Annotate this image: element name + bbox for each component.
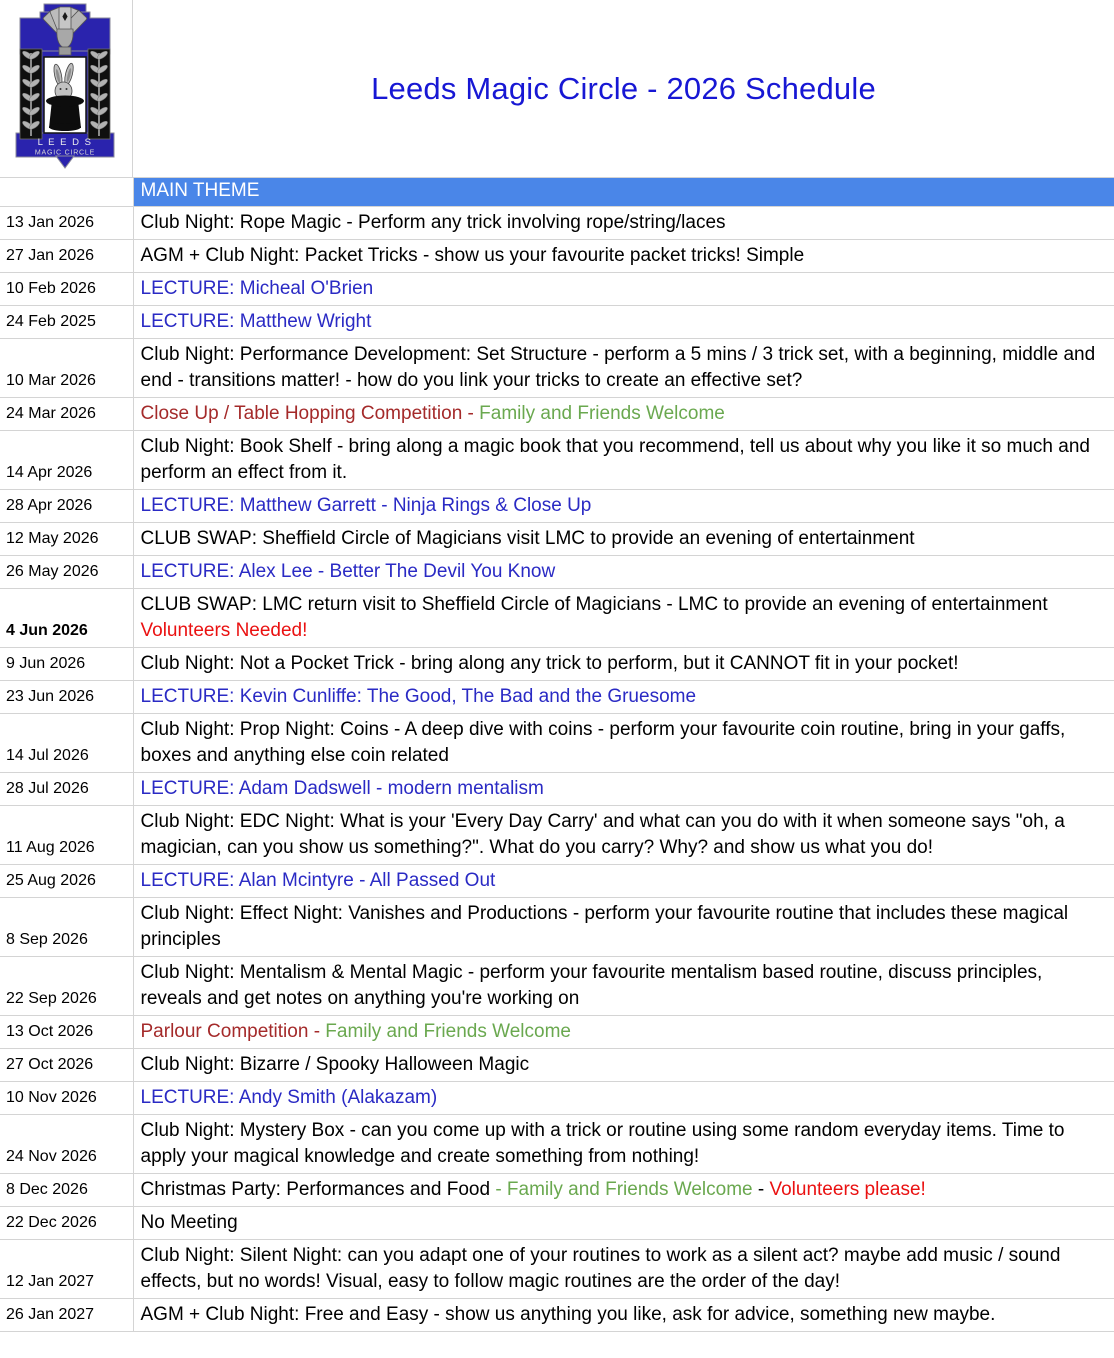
event-cell[interactable] (133, 1207, 1114, 1240)
table-row (0, 431, 1114, 490)
event-text-segment: Close Up / Table Hopping Competition - (140, 403, 480, 424)
event-text-segment: Club Night: Not a Pocket Trick - bring along any trick to perform, but it CANNOT fit in your pocket! (140, 653, 959, 674)
table-row (0, 589, 1114, 648)
schedule-rows (0, 207, 1114, 1332)
magician-hand-icon (57, 29, 73, 55)
event-text-segment: Club Night: Performance Development: Set Structure - perform a 5 mins / 3 trick set, with a beginning, middle and end - transitions matter! - how do you link your tricks to create an effective set? (140, 344, 1096, 391)
event-cell[interactable] (133, 1240, 1114, 1299)
event-text-segment: No Meeting (140, 1212, 238, 1233)
event-cell[interactable] (133, 339, 1114, 398)
table-row (0, 398, 1114, 431)
event-text-segment: Family and Friends Welcome (479, 403, 725, 424)
table-row (0, 273, 1114, 306)
table-row (0, 898, 1114, 957)
date-cell[interactable]: 10 Feb 2026 (0, 273, 133, 306)
event-text-segment: Club Night: Effect Night: Vanishes and Productions - perform your favourite routine that includes these magical principles (140, 903, 1069, 950)
date-cell[interactable]: 28 Jul 2026 (0, 773, 133, 806)
event-cell[interactable] (133, 207, 1114, 240)
date-cell[interactable]: 13 Oct 2026 (0, 1016, 133, 1049)
date-cell[interactable]: 14 Jul 2026 (0, 714, 133, 773)
date-cell[interactable]: 4 Jun 2026 (0, 589, 133, 648)
event-cell[interactable] (133, 490, 1114, 523)
event-text-segment: LECTURE: Andy Smith (Alakazam) (140, 1087, 438, 1108)
page-header (0, 0, 1114, 177)
event-cell[interactable] (133, 681, 1114, 714)
date-cell[interactable]: 22 Dec 2026 (0, 1207, 133, 1240)
club-logo (0, 0, 133, 177)
date-cell[interactable]: 10 Nov 2026 (0, 1082, 133, 1115)
date-cell[interactable]: 13 Jan 2026 (0, 207, 133, 240)
event-cell[interactable] (133, 773, 1114, 806)
date-cell[interactable]: 27 Oct 2026 (0, 1049, 133, 1082)
date-cell[interactable]: 12 Jan 2027 (0, 1240, 133, 1299)
date-cell[interactable]: 8 Dec 2026 (0, 1174, 133, 1207)
event-text-segment: LECTURE: Alex Lee - Better The Devil You Know (140, 561, 556, 582)
club-logo-image (8, 3, 122, 169)
crest-banner-line1: L E E D S (37, 137, 93, 148)
date-cell[interactable]: 23 Jun 2026 (0, 681, 133, 714)
event-cell[interactable] (133, 714, 1114, 773)
event-text-segment: AGM + Club Night: Packet Tricks - show us your favourite packet tricks! Simple (140, 245, 805, 266)
event-text-segment: Club Night: Mentalism & Mental Magic - perform your favourite mentalism based routine, discuss principles, reveals and get notes on anything you're working on (140, 962, 1043, 1009)
table-row (0, 1016, 1114, 1049)
event-text-segment: Club Night: Rope Magic - Perform any trick involving rope/string/laces (140, 212, 726, 233)
event-text-segment: Club Night: Bizarre / Spooky Halloween Magic (140, 1054, 530, 1075)
table-row (0, 339, 1114, 398)
table-row (0, 957, 1114, 1016)
event-text-segment: Club Night: Book Shelf - bring along a magic book that you recommend, tell us about why you like it so much and perform an effect from it. (140, 436, 1090, 483)
event-text-segment: LECTURE: Matthew Garrett - Ninja Rings & Close Up (140, 495, 592, 516)
event-cell[interactable] (133, 273, 1114, 306)
table-row (0, 681, 1114, 714)
event-cell[interactable] (133, 1016, 1114, 1049)
top-hat-icon (46, 96, 84, 132)
table-row (0, 1115, 1114, 1174)
event-cell[interactable] (133, 806, 1114, 865)
date-cell[interactable]: 24 Mar 2026 (0, 398, 133, 431)
table-row (0, 1174, 1114, 1207)
event-text-segment: LECTURE: Adam Dadswell - modern mentalism (140, 778, 544, 799)
event-text-segment: CLUB SWAP: Sheffield Circle of Magicians visit LMC to provide an evening of entertainment (140, 528, 915, 549)
header-row (0, 178, 1114, 207)
crest-banner (35, 137, 95, 157)
table-row (0, 1082, 1114, 1115)
table-row (0, 490, 1114, 523)
event-cell[interactable] (133, 648, 1114, 681)
event-text-segment: Club Night: Silent Night: can you adapt one of your routines to work as a silent act? maybe add music / sound effects, but no words! Visual, easy to follow magic routines are the order of the day! (140, 1245, 1061, 1292)
date-cell[interactable]: 8 Sep 2026 (0, 898, 133, 957)
event-cell[interactable] (133, 431, 1114, 490)
event-text-segment: Christmas Party: Performances and Food (140, 1179, 496, 1200)
event-cell[interactable] (133, 1082, 1114, 1115)
event-text-segment: Parlour Competition - (140, 1021, 326, 1042)
event-text-segment: LECTURE: Matthew Wright (140, 311, 372, 332)
event-cell[interactable] (133, 1174, 1114, 1207)
table-row (0, 773, 1114, 806)
table-row (0, 806, 1114, 865)
event-cell[interactable] (133, 1049, 1114, 1082)
event-cell[interactable] (133, 306, 1114, 339)
table-row (0, 240, 1114, 273)
table-row (0, 1207, 1114, 1240)
event-text-segment: - Family and Friends Welcome (495, 1179, 758, 1200)
date-cell[interactable]: 28 Apr 2026 (0, 490, 133, 523)
date-cell[interactable]: 24 Nov 2026 (0, 1115, 133, 1174)
table-row (0, 1049, 1114, 1082)
event-cell[interactable] (133, 957, 1114, 1016)
page-title: Leeds Magic Circle - 2026 Schedule (371, 70, 876, 106)
schedule-table (0, 177, 1114, 1332)
table-row (0, 1299, 1114, 1332)
date-cell[interactable]: 26 May 2026 (0, 556, 133, 589)
event-cell[interactable] (133, 523, 1114, 556)
event-text-segment: LECTURE: Kevin Cunliffe: The Good, The Bad and the Gruesome (140, 686, 697, 707)
event-text-segment: Family and Friends Welcome (325, 1021, 571, 1042)
main-theme-header[interactable]: MAIN THEME (133, 178, 1114, 207)
event-text-segment: CLUB SWAP: LMC return visit to Sheffield Circle of Magicians - LMC to provide an evening of entertainment (140, 594, 1048, 615)
date-cell[interactable]: 14 Apr 2026 (0, 431, 133, 490)
title-area (133, 0, 1114, 177)
event-text-segment: Volunteers please! (769, 1179, 926, 1200)
table-row (0, 306, 1114, 339)
table-row (0, 865, 1114, 898)
date-cell[interactable]: 22 Sep 2026 (0, 957, 133, 1016)
event-cell[interactable] (133, 1299, 1114, 1332)
table-row (0, 714, 1114, 773)
date-cell[interactable]: 27 Jan 2026 (0, 240, 133, 273)
event-cell[interactable] (133, 398, 1114, 431)
event-text-segment: LECTURE: Alan Mcintyre - All Passed Out (140, 870, 496, 891)
event-cell[interactable] (133, 589, 1114, 648)
event-cell[interactable] (133, 865, 1114, 898)
date-cell[interactable]: 24 Feb 2025 (0, 306, 133, 339)
event-cell[interactable] (133, 556, 1114, 589)
table-row (0, 1240, 1114, 1299)
date-cell[interactable]: 10 Mar 2026 (0, 339, 133, 398)
event-cell[interactable] (133, 240, 1114, 273)
date-column-header[interactable] (0, 178, 133, 207)
event-cell[interactable] (133, 898, 1114, 957)
date-cell[interactable]: 25 Aug 2026 (0, 865, 133, 898)
date-cell[interactable]: 11 Aug 2026 (0, 806, 133, 865)
event-cell[interactable] (133, 1115, 1114, 1174)
event-text-segment: Volunteers Needed! (140, 620, 308, 641)
table-row (0, 556, 1114, 589)
table-row (0, 648, 1114, 681)
event-text-segment: Club Night: Mystery Box - can you come up with a trick or routine using some random everyday items. Time to apply your magical knowledge and create something from nothing! (140, 1120, 1065, 1167)
event-text-segment: Club Night: Prop Night: Coins - A deep dive with coins - perform your favourite coin routine, bring in your gaffs, boxes and anything else coin related (140, 719, 1066, 766)
event-text-segment: LECTURE: Micheal O'Brien (140, 278, 374, 299)
event-text-segment: Club Night: EDC Night: What is your 'Every Day Carry' and what can you do with it when someone says "oh, a magician, can you show us something?". What do you carry? Why? and show us what you do! (140, 811, 1065, 858)
crest-banner-line2: MAGIC CIRCLE (34, 149, 96, 157)
event-text-segment: - (757, 1179, 770, 1200)
date-cell[interactable]: 12 May 2026 (0, 523, 133, 556)
date-cell[interactable]: 26 Jan 2027 (0, 1299, 133, 1332)
table-row (0, 523, 1114, 556)
event-text-segment: AGM + Club Night: Free and Easy - show us anything you like, ask for advice, something new maybe. (140, 1304, 996, 1325)
date-cell[interactable]: 9 Jun 2026 (0, 648, 133, 681)
table-row (0, 207, 1114, 240)
